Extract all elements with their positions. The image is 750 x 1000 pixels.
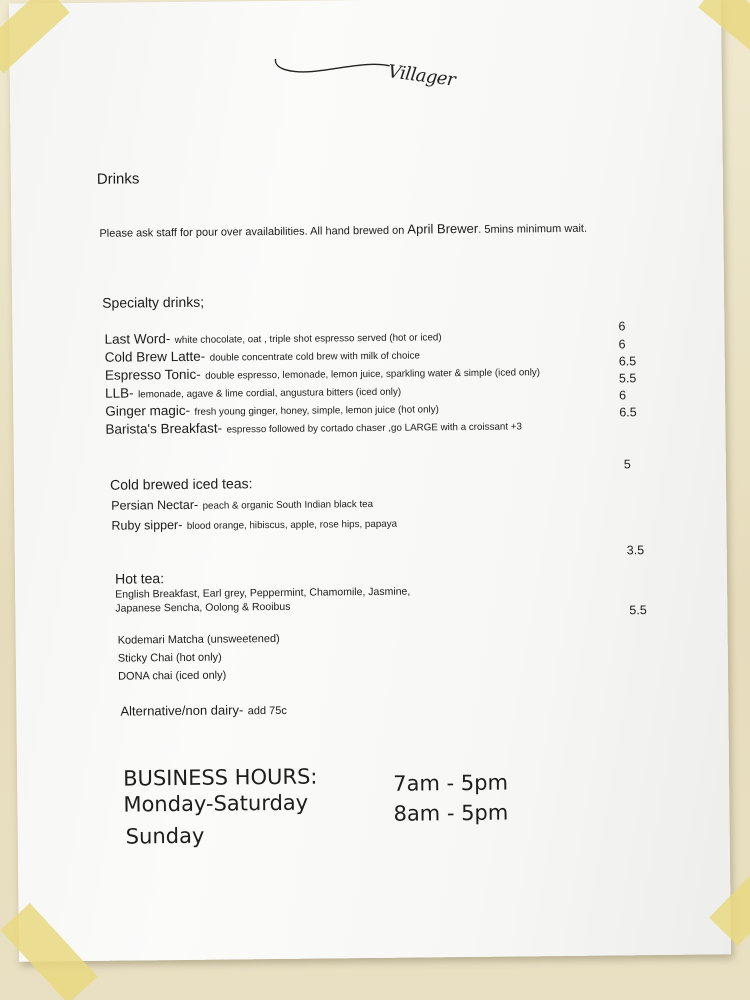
iced-teas-price: 5 bbox=[623, 457, 631, 472]
chai-item-sticky: Sticky Chai (hot only) bbox=[117, 651, 222, 665]
item-desc: double concentrate cold brew with milk of choice bbox=[209, 350, 420, 364]
notice-text-after: . 5mins minimum wait. bbox=[478, 222, 588, 236]
business-hours-time-1: 7am - 5pm bbox=[393, 770, 509, 796]
item-name: LLB- bbox=[105, 385, 134, 401]
business-hours-day-2: Sunday bbox=[125, 823, 205, 849]
notice-brand: April Brewer bbox=[407, 220, 479, 237]
item-name: Cold Brew Latte- bbox=[104, 348, 206, 365]
item-desc: peach & organic South Indian black tea bbox=[202, 498, 374, 512]
item-price: 6 bbox=[619, 388, 627, 403]
item-name: Ginger magic- bbox=[105, 402, 191, 419]
alternative-non-dairy bbox=[120, 701, 287, 721]
business-hours-day-1: Monday-Saturday bbox=[123, 790, 309, 817]
tape-top-left bbox=[0, 0, 70, 73]
iced-teas-title: Cold brewed iced teas: bbox=[109, 475, 253, 493]
item-name: Espresso Tonic- bbox=[104, 366, 201, 383]
item-name: Last Word- bbox=[104, 331, 171, 347]
villager-logo-text: Villager bbox=[386, 61, 457, 91]
item-desc: espresso followed by cortado chaser ,go LARGE with a croissant +3 bbox=[226, 421, 523, 436]
menu-paper bbox=[9, 0, 731, 962]
item-desc: lemonade, agave & lime cordial, angustura bitters (iced only) bbox=[138, 386, 402, 401]
chai-item-matcha: Kodemari Matcha (unsweetened) bbox=[117, 632, 280, 647]
hot-tea-line-1: English Breakfast, Earl grey, Peppermint, Chamomile, Jasmine, bbox=[115, 585, 411, 601]
item-price: 6.5 bbox=[619, 405, 637, 420]
notice-text-before: Please ask staff for pour over availabilities. All hand brewed on bbox=[99, 224, 408, 240]
menu-item-baristas-breakfast bbox=[105, 416, 522, 438]
item-name: Persian Nectar- bbox=[111, 497, 199, 513]
item-price: 5.5 bbox=[618, 371, 637, 386]
hot-tea-title: Hot tea: bbox=[114, 570, 165, 587]
hot-tea-price: 3.5 bbox=[626, 543, 645, 558]
item-desc: double espresso, lemonade, lemon juice, sparkling water & simple (iced only) bbox=[205, 367, 541, 382]
item-price: 6.5 bbox=[618, 354, 637, 369]
alternative-label: Alternative/non dairy- bbox=[120, 702, 244, 719]
item-desc: white chocolate, oat , triple shot espresso served (hot or iced) bbox=[174, 332, 442, 347]
iced-tea-ruby-sipper bbox=[111, 514, 397, 535]
item-price: 6 bbox=[618, 337, 626, 352]
item-name: Ruby sipper- bbox=[111, 517, 183, 533]
business-hours-time-2: 8am - 5pm bbox=[393, 800, 509, 826]
item-desc: fresh young ginger, honey, simple, lemon juice (hot only) bbox=[194, 404, 439, 418]
page-title: Drinks bbox=[96, 170, 140, 188]
iced-tea-persian-nectar bbox=[111, 494, 373, 515]
business-hours-title: BUSINESS HOURS: bbox=[122, 764, 318, 791]
chai-item-dona: DONA chai (iced only) bbox=[117, 669, 227, 683]
pour-over-notice bbox=[99, 220, 587, 240]
item-price: 6 bbox=[618, 319, 626, 334]
hot-tea-line-2: Japanese Sencha, Oolong & Rooibus bbox=[115, 600, 291, 615]
item-desc: blood orange, hibiscus, apple, rose hips, papaya bbox=[186, 518, 398, 532]
item-name: Barista's Breakfast- bbox=[105, 420, 223, 437]
specialty-title: Specialty drinks; bbox=[102, 293, 205, 311]
chai-price: 5.5 bbox=[629, 603, 647, 618]
alternative-note: add 75c bbox=[247, 704, 287, 718]
menu-item-espresso-tonic bbox=[105, 362, 540, 385]
